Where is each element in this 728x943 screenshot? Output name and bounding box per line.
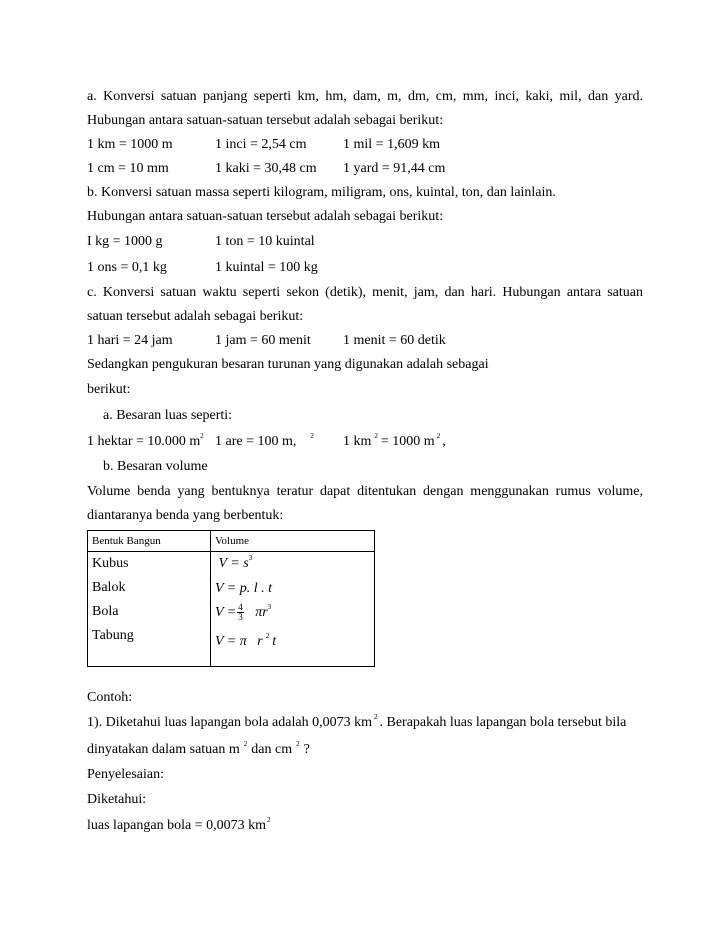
example-heading: Contoh:	[87, 690, 133, 705]
length-cell: 1 mil = 1,609 km	[343, 137, 440, 152]
shape-kubus: Kubus	[92, 556, 129, 571]
volume-heading: b. Besaran volume	[103, 459, 208, 474]
time-cell: 1 jam = 60 menit	[215, 333, 311, 348]
formula-bola: V = $\frac{4}{3}$ $\pi r^3$	[215, 602, 272, 623]
section-b-heading: b. Konversi satuan massa seperti kilogram, miligram, ons, kuintal, ton, dan lainlain.	[87, 185, 556, 200]
derived-line-1: Sedangkan pengukuran besaran turunan yang digunakan adalah sebagai	[87, 357, 489, 372]
given-value: luas lapangan bola = 0,0073 $km^2$	[87, 816, 271, 833]
table-header: Volume	[211, 531, 375, 552]
section-b-intro: Hubungan antara satuan-satuan tersebut adalah sebagai berikut:	[87, 209, 444, 224]
mass-cell: 1 ons = 0,1 kg	[87, 260, 167, 275]
formula-balok: V = p. l . t	[215, 581, 273, 596]
table-row	[88, 552, 375, 667]
example-question-line-1: 1). Diketahui luas lapangan bola adalah 0,0073 km $^2$ . Berapakah luas lapangan bola tersebut bila	[87, 713, 627, 730]
mass-cell: 1 kuintal = 100 kg	[215, 260, 318, 275]
time-cell: 1 menit = 60 detik	[343, 333, 446, 348]
length-cell: 1 yard = 91,44 cm	[343, 161, 446, 176]
time-cell: 1 hari = 24 jam	[87, 333, 173, 348]
formula-list	[211, 552, 375, 667]
length-cell: 1 kaki = 30,48 cm	[215, 161, 317, 176]
derived-line-2: berikut:	[87, 382, 131, 397]
section-a-intro: Hubungan antara satuan-satuan tersebut adalah sebagai berikut:	[87, 113, 444, 128]
fraction: $\frac{4}{3}$	[238, 602, 243, 623]
volume-line-2: diantaranya benda yang berbentuk:	[87, 508, 284, 523]
mass-cell: 1 ton = 10 kuintal	[215, 234, 315, 249]
mass-cell: I kg = 1000 g	[87, 234, 163, 249]
example-question-line-2: dinyatakan dalam satuan m $^2$ dan cm $^2$ ?	[87, 740, 310, 757]
given-label: Diketahui:	[87, 792, 147, 807]
shape-tabung: Tabung	[92, 628, 134, 643]
shape-balok: Balok	[92, 580, 126, 595]
solution-label: Penyelesaian:	[87, 767, 164, 782]
table-header-row	[88, 531, 375, 552]
length-cell: 1 cm = 10 mm	[87, 161, 169, 176]
length-cell: 1 inci = 2,54 cm	[215, 137, 307, 152]
area-are: 1 are = 100 m, $^2$	[215, 432, 314, 449]
volume-line-1: Volume benda yang bentuknya teratur dapat ditentukan dengan menggunakan rumus volume,	[87, 484, 643, 499]
shape-bola: Bola	[92, 604, 119, 619]
formula-kubus: $V = s^3$	[218, 554, 253, 571]
area-heading: a. Besaran luas seperti:	[103, 408, 233, 423]
section-c-line-1: c. Konversi satuan waktu seperti sekon (detik), menit, jam, dan hari. Hubungan antara satuan	[87, 285, 643, 300]
section-a-heading: a. Konversi satuan panjang seperti km, hm, dam, m, dm, cm, mm, inci, kaki, mil, dan yard.	[87, 89, 643, 104]
area-km: 1 km $^2$ = 1000 m $^2$ ,	[343, 432, 446, 449]
volume-table	[87, 530, 375, 667]
formula-tabung: V = π r $^2$ t	[215, 632, 277, 649]
section-c-line-2: satuan tersebut adalah sebagai berikut:	[87, 309, 304, 324]
shape-list	[88, 552, 211, 667]
area-hektar: 1 hektar = 10.000 $m^2$	[87, 432, 204, 449]
table-header: Bentuk Bangun	[88, 531, 211, 552]
length-cell: 1 km = 1000 m	[87, 137, 173, 152]
